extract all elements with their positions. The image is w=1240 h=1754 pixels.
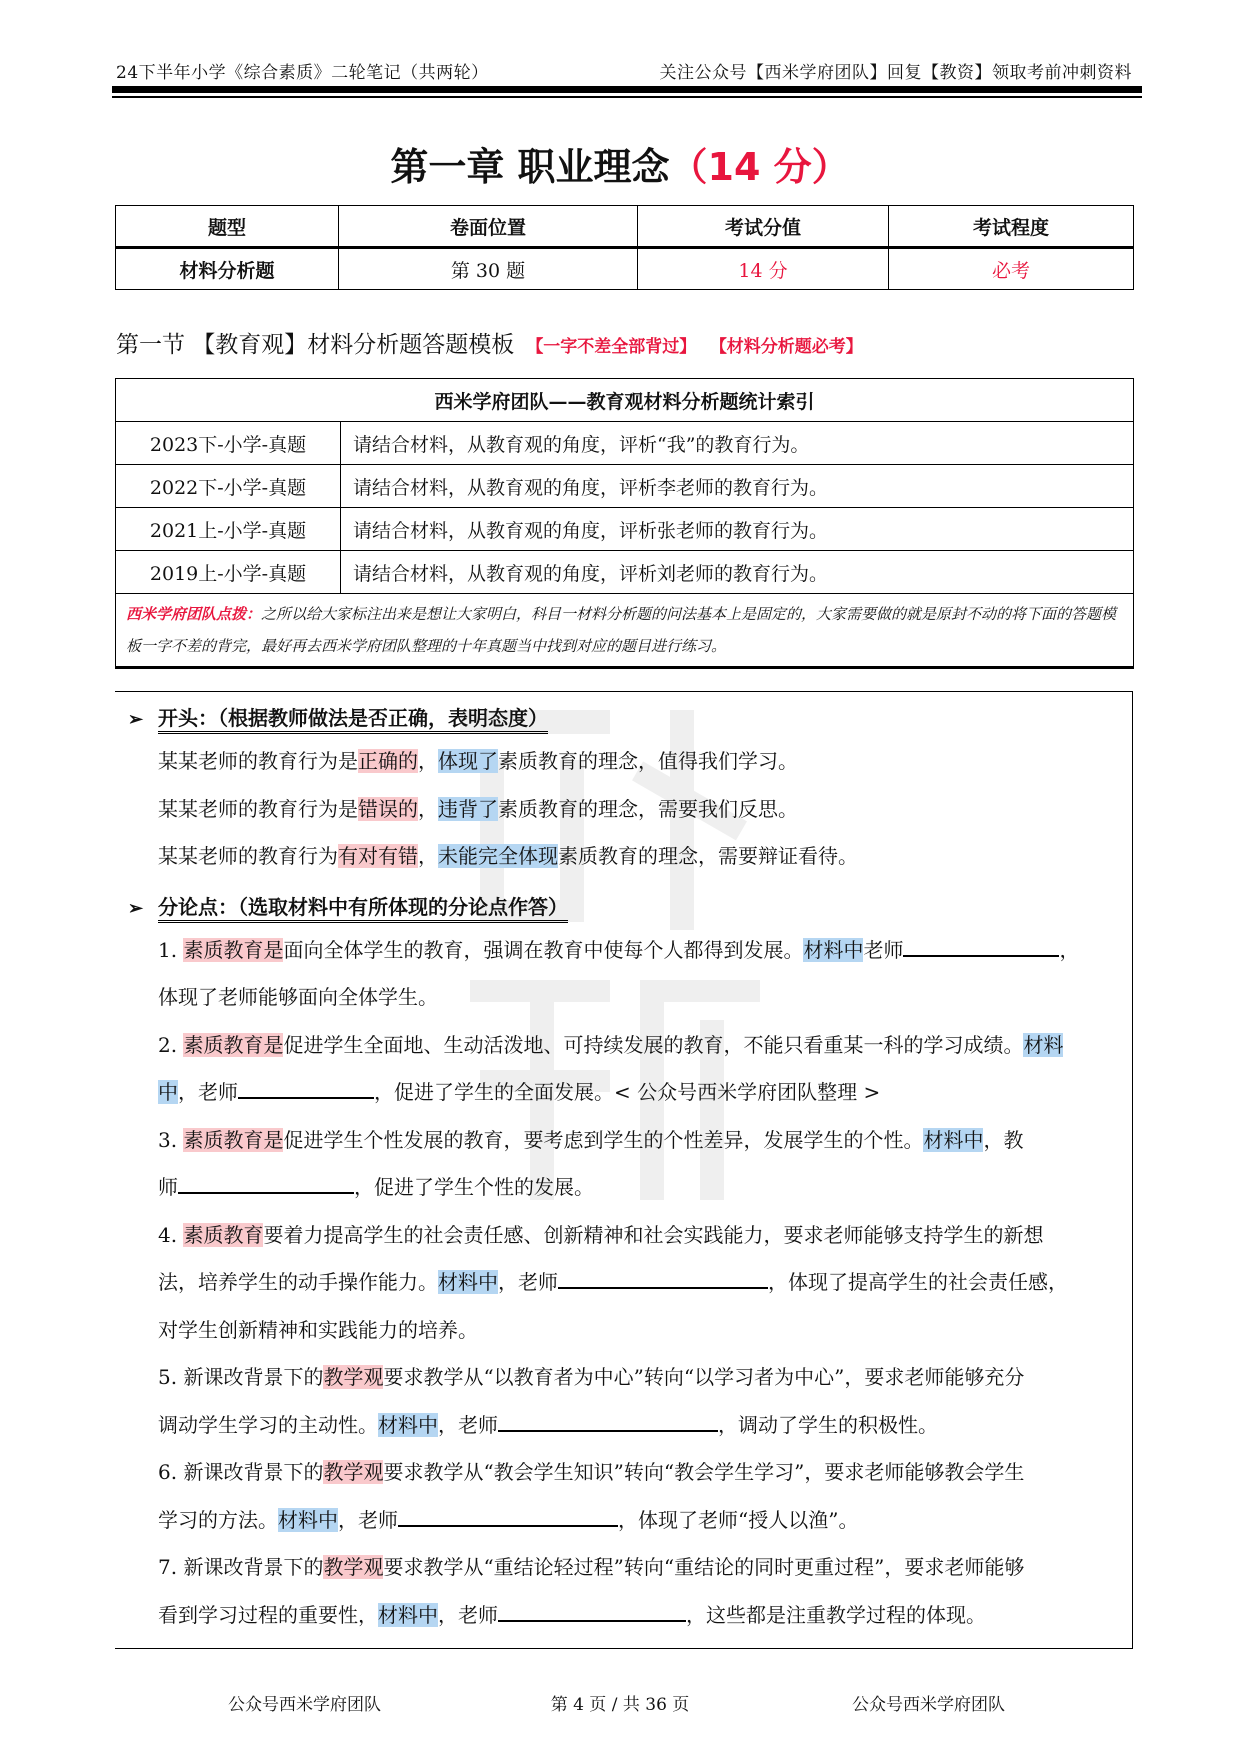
- text-segment: ，这些都是注重教学过程的体现。: [686, 1602, 986, 1627]
- header-cell: 题型: [116, 206, 339, 248]
- answer-blank: [238, 1077, 374, 1099]
- section-tag-memorize: 【一字不差全部背过】: [526, 337, 697, 357]
- highlight-material: 材料中: [923, 1127, 984, 1152]
- text-segment: ，教: [983, 1127, 1024, 1152]
- year-cell: 2022下-小学-真题: [116, 465, 341, 508]
- text-segment: ，: [1059, 937, 1080, 962]
- highlight-material: 中: [158, 1080, 178, 1104]
- text-segment: 3.: [158, 1127, 184, 1152]
- template-content: [128, 698, 1118, 1639]
- header-cell: 考试分值: [638, 206, 889, 248]
- highlight-key-term: 教学观: [323, 1365, 384, 1389]
- header-rule-thick: [112, 86, 1142, 93]
- highlight-key-term: 有对有错: [338, 844, 418, 868]
- text-segment: ，调动了学生的积极性。: [718, 1412, 938, 1437]
- position-cell: 第 30 题: [339, 248, 638, 290]
- highlight-material: 违背了: [438, 796, 498, 821]
- footer-left: 公众号西米学府团队: [228, 1695, 381, 1715]
- opening-sentence: [158, 833, 1118, 881]
- header-left-text: 24下半年小学《综合素质》二轮笔记（共两轮）: [116, 63, 489, 83]
- text-segment: 某某老师的教育行为是: [158, 749, 358, 773]
- text-segment: 促进学生个性发展的教育，要考虑到学生的个性差异，发展学生的个性。: [283, 1127, 924, 1152]
- table-row: [116, 465, 1134, 508]
- text-segment: 素质教育的理念，需要我们反思。: [498, 796, 798, 821]
- highlight-key-term: 错误的: [358, 796, 418, 821]
- text-segment: 某某老师的教育行为是: [158, 796, 358, 821]
- footer-page-number: 第 4 页 / 共 36 页: [550, 1695, 690, 1715]
- opening-sentence: [158, 786, 1118, 834]
- text-segment: 要求教学从“教会学生知识”转向“教会学生学习”，要求老师能够教会学生: [383, 1460, 1025, 1484]
- opening-sentences: [128, 738, 1118, 881]
- index-caption-row: [116, 379, 1134, 422]
- highlight-material: 材料: [1023, 1032, 1064, 1057]
- answer-blank: [558, 1267, 768, 1289]
- arrow-bullet-icon: ➢: [128, 897, 144, 919]
- text-segment: 学习的方法。: [158, 1507, 278, 1532]
- question-cell: 请结合材料，从教育观的角度，评析张老师的教育行为。: [341, 508, 1134, 551]
- highlight-key-term: 教学观: [323, 1555, 384, 1579]
- importance-cell: 必考: [889, 248, 1134, 290]
- text-segment: 看到学习过程的重要性，: [158, 1602, 378, 1627]
- text-segment: ，促进了学生的全面发展。< 公众号西米学府团队整理 >: [374, 1080, 881, 1104]
- exam-info-header-row: [116, 206, 1134, 248]
- year-cell: 2021上-小学-真题: [116, 508, 341, 551]
- text-segment: 素质教育的理念，需要辩证看待。: [558, 844, 858, 868]
- text-segment: ，老师: [438, 1602, 498, 1627]
- text-segment: ，老师: [338, 1507, 398, 1532]
- answer-blank: [398, 1505, 618, 1527]
- points-heading-text: 分论点：（选取材料中有所体现的分论点作答）: [158, 895, 568, 923]
- sub-point: [158, 1354, 1118, 1449]
- sub-point: [158, 1544, 1118, 1639]
- sub-point: [158, 927, 1118, 1022]
- question-type-cell: 材料分析题: [116, 248, 339, 290]
- text-segment: ，老师: [498, 1270, 558, 1294]
- text-segment: 对学生创新精神和实践能力的培养。: [158, 1317, 478, 1342]
- text-segment: 要着力提高学生的社会责任感、创新精神和社会实践能力，要求老师能够支持学生的新想: [263, 1222, 1044, 1247]
- table-row: [116, 422, 1134, 465]
- highlight-key-term: 素质教育是: [183, 1032, 284, 1057]
- text-segment: 要求教学从“以教育者为中心”转向“以学习者为中心”，要求老师能够充分: [383, 1365, 1025, 1389]
- table-row: [116, 551, 1134, 594]
- sub-point: [158, 1449, 1118, 1544]
- sub-point: [158, 1117, 1118, 1212]
- highlight-material: 体现了: [438, 749, 498, 773]
- section-heading: [116, 326, 863, 359]
- highlight-material: 材料中: [378, 1602, 438, 1627]
- header-right-text: 关注公众号【西米学府团队】回复【教资】领取考前冲刺资料: [659, 63, 1132, 83]
- text-segment: 4.: [158, 1222, 184, 1247]
- opening-sentence: [158, 738, 1118, 786]
- text-segment: 要求教学从“重结论轻过程”转向“重结论的同时更重过程”，要求老师能够: [383, 1555, 1025, 1579]
- text-segment: 7. 新课改背景下的: [158, 1555, 324, 1579]
- points-heading: [128, 887, 1118, 927]
- text-segment: 1.: [158, 937, 184, 962]
- text-segment: 法，培养学生的动手操作能力。: [158, 1270, 438, 1294]
- sub-points: [128, 927, 1118, 1640]
- section-tag-required: 【材料分析题必考】: [718, 337, 863, 357]
- index-table: [115, 378, 1134, 669]
- text-segment: 师: [158, 1175, 178, 1199]
- text-segment: 5. 新课改背景下的: [158, 1365, 324, 1389]
- text-segment: 素质教育的理念，值得我们学习。: [498, 749, 798, 773]
- text-segment: ，促进了学生个性的发展。: [354, 1175, 594, 1199]
- arrow-bullet-icon: ➢: [128, 709, 144, 730]
- section-title: 第一节 【教育观】材料分析题答题模板: [116, 332, 515, 358]
- question-cell: 请结合材料，从教育观的角度，评析李老师的教育行为。: [341, 465, 1134, 508]
- text-segment: 老师: [863, 937, 904, 962]
- highlight-key-term: 素质教育是: [183, 937, 284, 962]
- answer-blank: [498, 1600, 686, 1622]
- text-segment: ，: [418, 749, 438, 773]
- text-segment: ，: [418, 844, 438, 868]
- sub-point: [158, 1212, 1118, 1355]
- text-segment: 6. 新课改背景下的: [158, 1460, 324, 1484]
- note-text: 之所以给大家标注出来是想让大家明白，科目一材料分析题的问法基本上是固定的，大家需要做的就是原封不动的将下面的答题模板一字不差的背完，最好再去西米学府团队整理的十年真题当中找到对应的题目进行练习。: [126, 605, 1117, 655]
- question-cell: 请结合材料，从教育观的角度，评析“我”的教育行为。: [341, 422, 1134, 465]
- note-row: [116, 594, 1134, 668]
- highlight-material: 材料中: [278, 1507, 338, 1532]
- chapter-title-score: （14 分）: [669, 145, 850, 189]
- answer-blank: [903, 935, 1059, 957]
- highlight-key-term: 正确的: [358, 749, 418, 773]
- text-segment: ，: [418, 796, 438, 821]
- text-segment: 面向全体学生的教育，强调在教育中使每个人都得到发展。: [283, 937, 804, 962]
- highlight-material: 材料中: [378, 1412, 438, 1437]
- header-cell: 考试程度: [889, 206, 1134, 248]
- text-segment: 体现了老师能够面向全体学生。: [158, 985, 438, 1009]
- text-segment: ，体现了提高学生的社会责任感，: [768, 1270, 1068, 1294]
- exam-info-row: [116, 248, 1134, 290]
- opening-heading: [128, 698, 1118, 738]
- highlight-key-term: 素质教育是: [183, 1127, 284, 1152]
- text-segment: 某某老师的教育行为: [158, 844, 338, 868]
- note-label: 西米学府团队点拨：: [126, 605, 262, 623]
- highlight-material: 材料中: [803, 937, 864, 962]
- text-segment: 促进学生全面地、生动活泼地、可持续发展的教育，不能只看重某一科的学习成绩。: [283, 1032, 1024, 1057]
- sub-point: [158, 1022, 1118, 1117]
- highlight-key-term: 教学观: [323, 1460, 384, 1484]
- exam-info-table: [115, 205, 1134, 290]
- index-caption: 西米学府团队——教育观材料分析题统计索引: [116, 379, 1134, 422]
- highlight-material: 未能完全体现: [438, 844, 558, 868]
- header-rule-thin: [112, 96, 1142, 98]
- text-segment: 调动学生学习的主动性。: [158, 1412, 378, 1437]
- highlight-material: 材料中: [438, 1270, 498, 1294]
- score-cell: 14 分: [638, 248, 889, 290]
- chapter-title: [0, 136, 1240, 191]
- highlight-key-term: 素质教育: [183, 1222, 264, 1247]
- text-segment: 2.: [158, 1032, 184, 1057]
- opening-heading-text: 开头：（根据教师做法是否正确，表明态度）: [158, 706, 548, 734]
- year-cell: 2019上-小学-真题: [116, 551, 341, 594]
- note-cell: [116, 594, 1134, 668]
- answer-blank: [498, 1410, 718, 1432]
- year-cell: 2023下-小学-真题: [116, 422, 341, 465]
- question-cell: 请结合材料，从教育观的角度，评析刘老师的教育行为。: [341, 551, 1134, 594]
- table-row: [116, 508, 1134, 551]
- footer-right: 公众号西米学府团队: [852, 1695, 1005, 1715]
- chapter-title-main: 第一章 职业理念: [390, 145, 670, 189]
- answer-blank: [178, 1172, 354, 1194]
- header-cell: 卷面位置: [339, 206, 638, 248]
- text-segment: ，老师: [178, 1080, 238, 1104]
- text-segment: ，体现了老师“授人以渔”。: [618, 1507, 859, 1532]
- text-segment: ，老师: [438, 1412, 498, 1437]
